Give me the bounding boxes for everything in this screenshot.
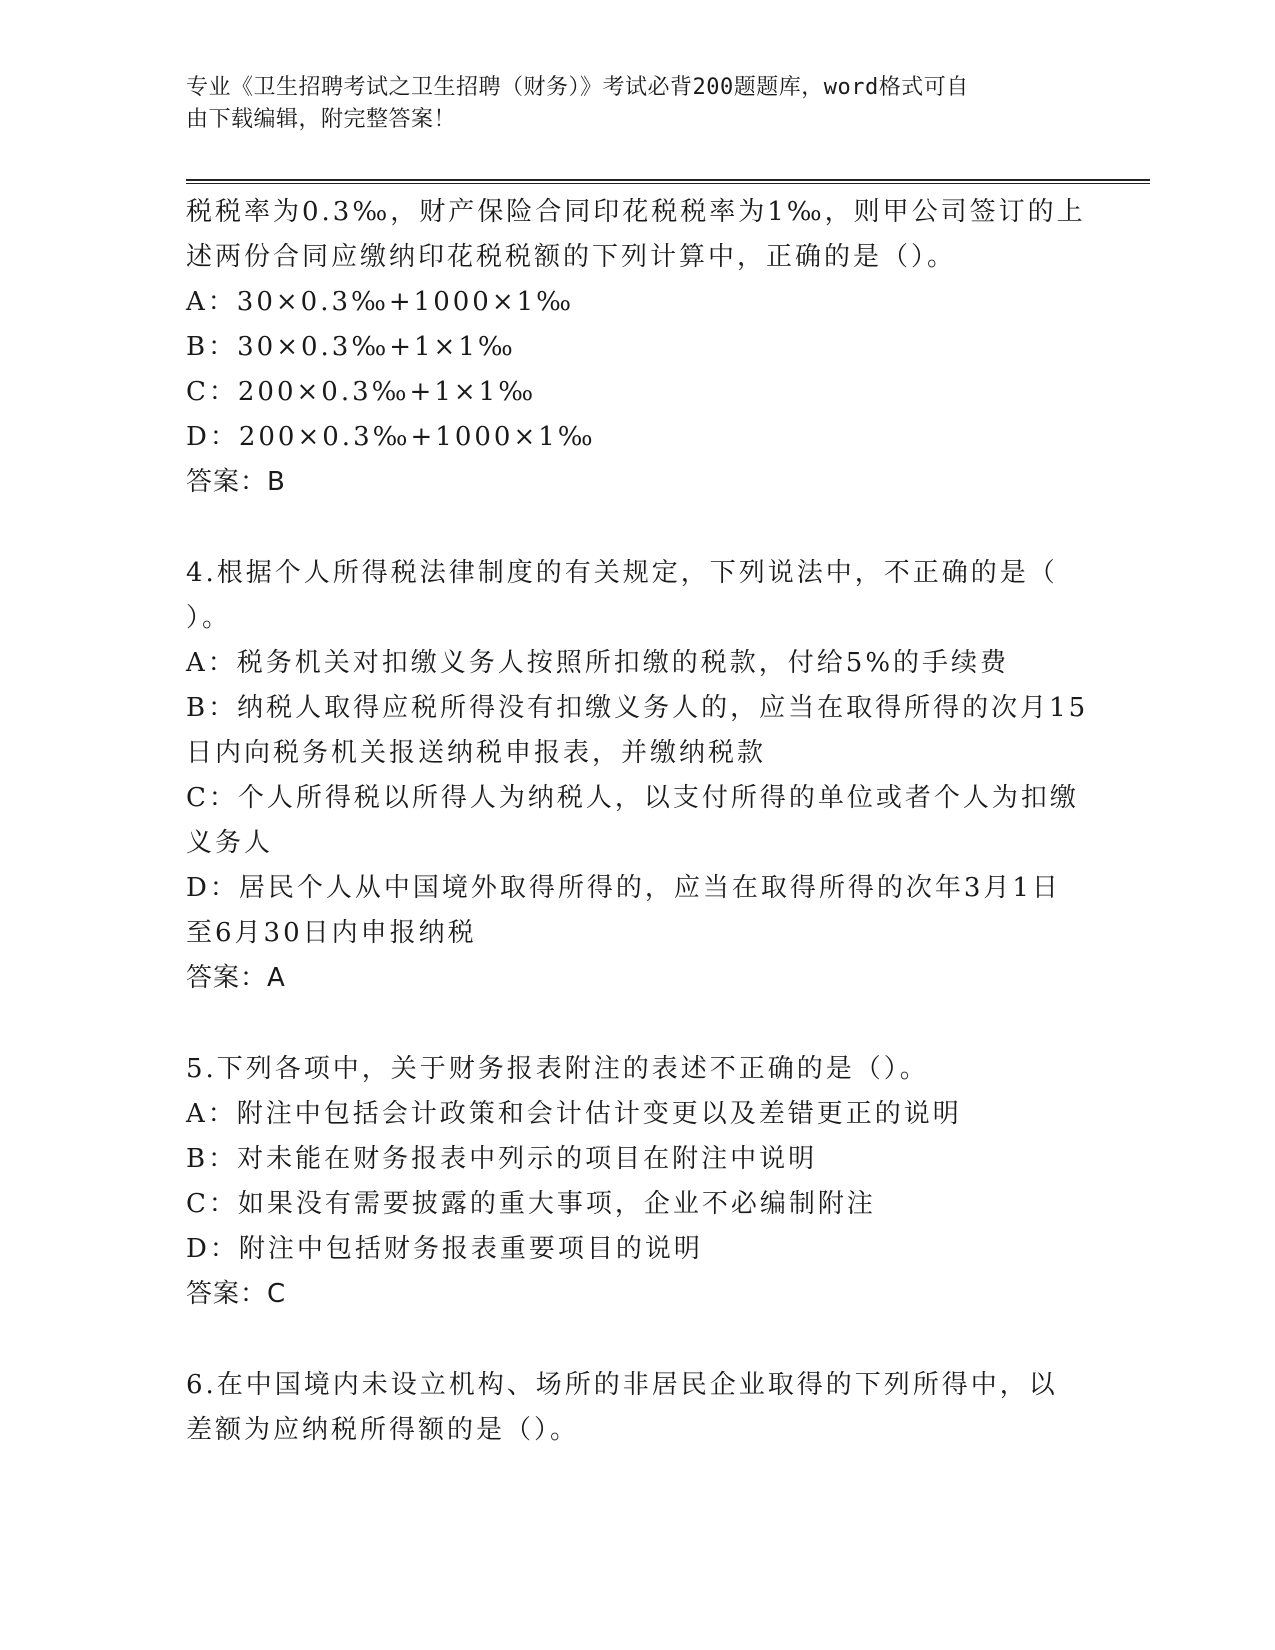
option-c: C：如果没有需要披露的重大事项，企业不必编制附注 <box>186 1189 876 1219</box>
option-a: A：税务机关对扣缴义务人按照所扣缴的税款，付给5%的手续费 <box>186 648 1010 678</box>
header-rule-thin <box>186 183 1150 184</box>
question-text: 差额为应纳税所得额的是（）。 <box>186 1415 580 1445</box>
question-text: ）。 <box>186 603 232 633</box>
question-text: 4.根据个人所得税法律制度的有关规定，下列说法中，不正确的是（ <box>186 558 1058 588</box>
option-b-cont: 日内向税务机关报送纳税申报表，并缴纳税款 <box>186 738 767 768</box>
header-line-1: 专业《卫生招聘考试之卫生招聘（财务）》考试必背200题题库，word格式可自 <box>186 75 969 100</box>
option-a: A：30×0.3‰+1000×1‰ <box>186 287 575 317</box>
question-text: 述两份合同应缴纳印花税税额的下列计算中，正确的是（）。 <box>186 242 957 272</box>
answer: 答案：C <box>186 1279 287 1309</box>
question-list <box>186 190 1089 1453</box>
option-d: D：200×0.3‰+1000×1‰ <box>186 422 596 452</box>
question-text: 6.在中国境内未设立机构、场所的非居民企业取得的下列所得中，以 <box>186 1370 1058 1400</box>
question-text: 税税率为0.3‰，财产保险合同印花税税率为1‰，则甲公司签订的上 <box>186 197 1086 227</box>
option-c-cont: 义务人 <box>186 828 274 858</box>
question-text: 5.下列各项中，关于财务报表附注的表述不正确的是（）。 <box>186 1054 929 1084</box>
option-b: B：对未能在财务报表中列示的项目在附注中说明 <box>186 1144 818 1174</box>
option-a: A：附注中包括会计政策和会计估计变更以及差错更正的说明 <box>186 1099 962 1129</box>
option-d: D：附注中包括财务报表重要项目的说明 <box>186 1234 703 1264</box>
document-header <box>186 72 1066 136</box>
question-5 <box>186 1047 1086 1317</box>
option-c: C：个人所得税以所得人为纳税人，以支付所得的单位或者个人为扣缴 <box>186 783 1079 813</box>
answer: 答案：B <box>186 467 286 497</box>
option-c: C：200×0.3‰+1×1‰ <box>186 377 537 407</box>
option-b: B：纳税人取得应税所得没有扣缴义务人的，应当在取得所得的次月15 <box>186 693 1089 723</box>
option-d: D：居民个人从中国境外取得所得的，应当在取得所得的次年3月1日 <box>186 873 1061 903</box>
option-d-cont: 至6月30日内申报纳税 <box>186 918 477 948</box>
question-3 <box>186 190 1086 505</box>
option-b: B：30×0.3‰+1×1‰ <box>186 332 516 362</box>
header-line-2: 由下载编辑，附完整答案！ <box>186 107 457 132</box>
question-4 <box>186 551 1089 1001</box>
header-rule-thick <box>186 179 1150 181</box>
question-6 <box>186 1363 1086 1453</box>
answer: 答案：A <box>186 963 286 993</box>
